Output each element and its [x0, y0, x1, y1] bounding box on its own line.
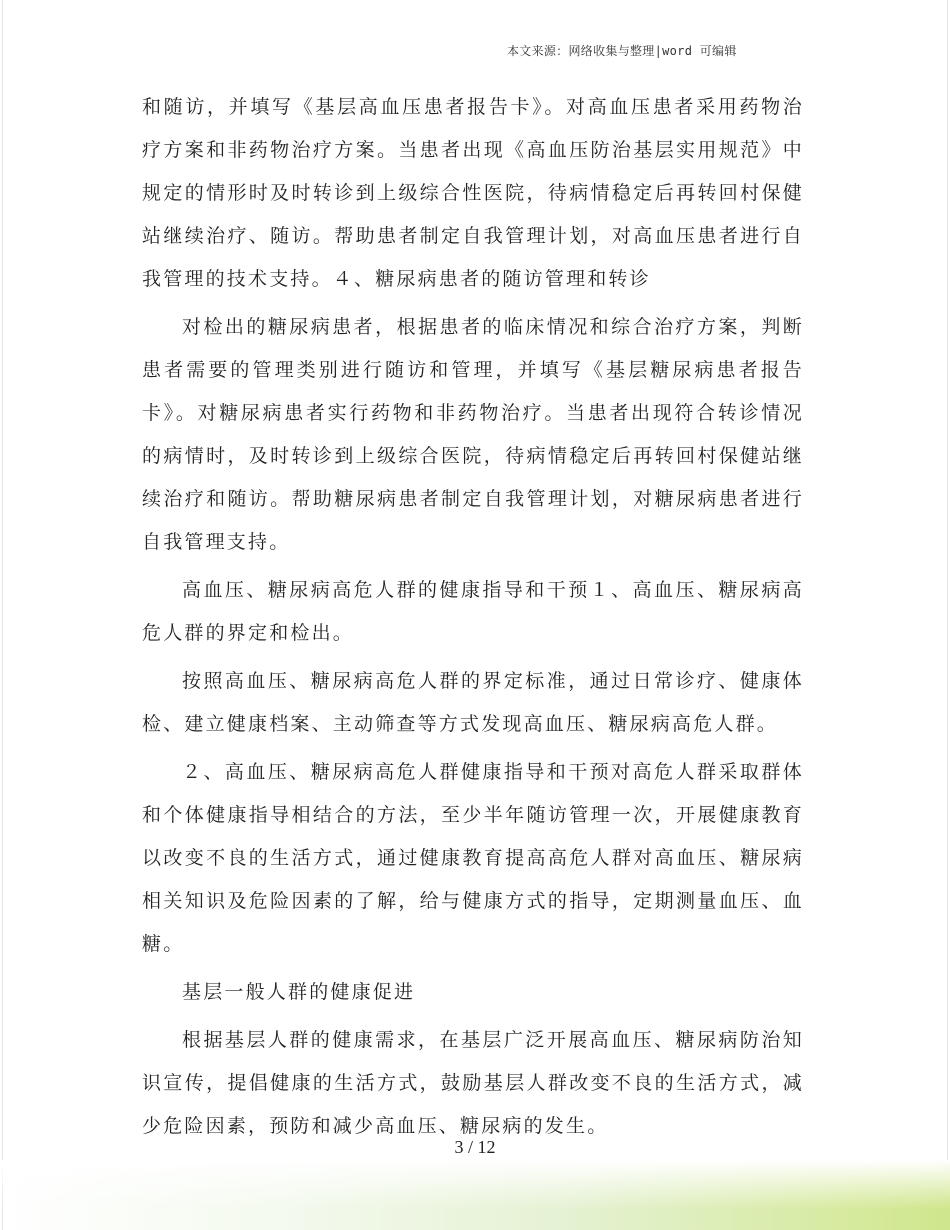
page-right-border — [947, 0, 948, 1230]
paragraph-hypertension-followup: 和随访，并填写《基层高血压患者报告卡》。对高血压患者采用药物治疗方案和非药物治疗方案。当患者出现《高血压防治基层实用规范》中规定的情形时及时转诊到上级综合性医院，待病情稳定后再转回村保健站继续治疗、随访。帮助患者制定自我管理计划，对高血压患者进行自我管理的技术支持。４、糖尿病患者的随访管理和转诊 — [142, 96, 804, 290]
section-heading-general-population: 基层一般人群的健康促进 — [182, 981, 416, 1003]
paragraph-high-risk-intervention: ２、高血压、糖尿病高危人群健康指导和干预对高危人群采取群体和个体健康指导相结合的方法，至少半年随访管理一次，开展健康教育以改变不良的生活方式，通过健康教育提高高危人群对高血压、糖尿病相关知识及危险因素的了解，给与健康方式的指导，定期测量血压、血糖。 — [142, 761, 804, 955]
paragraph-high-risk-detection: 按照高血压、糖尿病高危人群的界定标准，通过日常诊疗、健康体检、建立健康档案、主动筛查等方式发现高血压、糖尿病高危人群。 — [142, 670, 804, 735]
document-body — [142, 86, 804, 1148]
paragraph-diabetes-management: 对检出的糖尿病患者，根据患者的临床情况和综合治疗方案，判断患者需要的管理类别进行随访和管理，并填写《基层糖尿病患者报告卡》。对糖尿病患者实行药物和非药物治疗。当患者出现符合转诊情况的病情时，及时转诊到上级综合医院，待病情稳定后再转回村保健站继续治疗和随访。帮助糖尿病患者制定自我管理计划，对糖尿病患者进行自我管理支持。 — [142, 316, 804, 553]
paragraph-high-risk-definition: 高血压、糖尿病高危人群的健康指导和干预１、高血压、糖尿病高危人群的界定和检出。 — [142, 579, 804, 644]
paragraph-health-promotion: 根据基层人群的健康需求，在基层广泛开展高血压、糖尿病防治知识宣传，提倡健康的生活方式，鼓励基层人群改变不良的生活方式，减少危险因素，预防和减少高血压、糖尿病的发生。 — [142, 1029, 804, 1137]
page-number: 3 / 12 — [454, 1137, 496, 1157]
footer-decoration-fade — [0, 1160, 950, 1230]
source-note-header: 本文来源：网络收集与整理|word 可编辑 — [507, 44, 737, 58]
page-left-border — [2, 0, 3, 1230]
